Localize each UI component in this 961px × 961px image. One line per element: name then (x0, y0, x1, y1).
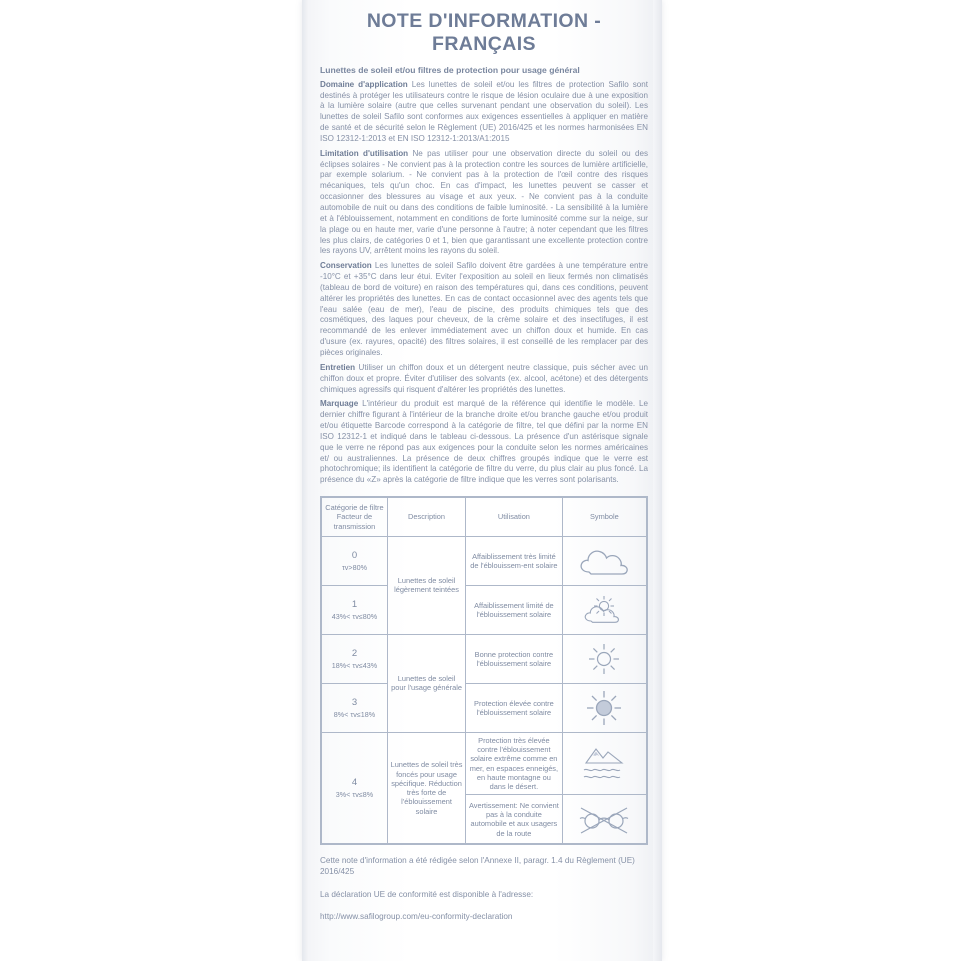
table-row (322, 634, 647, 683)
conformity-declaration-url[interactable]: http://www.safilogroup.com/eu-conformity-declaration (320, 911, 513, 921)
filter-category-table (321, 497, 647, 844)
section-conservation (320, 261, 648, 359)
section-text-limitation: Ne pas utiliser pour une observation directe du soleil ou des éclipses solaires - Ne convient pas à la protection contre les sources de lumière artificielle, par exemple solarium. - Ne convient pas à la protection de l'œil contre des risques mécaniques, tels qu'un choc. En cas d'impact, les lunettes peuvent se casser et occasionner des blessures au visage et aux yeux. - Ne convient pas à la conduite automobile de nuit ou dans des conditions de faible luminosité. - La sensibilité à la lumière et à l'éblouissement, notamment en conditions de forte luminosité comme sur la neige, sur la plage ou en haute mer, varie d'une personne à l'autre; à noter cependant que les filtres les plus clairs, de catégories 0 et 1, bien que garantissant une excellente protection contre les rayons UV, arrêtent moins les rayons du soleil. (320, 148, 648, 256)
category-number-3: 3 (351, 696, 358, 708)
section-heading-marquage: Marquage (320, 399, 359, 409)
category-number-0: 0 (351, 549, 358, 561)
header-category-line1: Catégorie de filtre (325, 503, 384, 513)
mountain-sea-icon (565, 743, 644, 785)
filter-category-table-wrapper (320, 496, 648, 845)
cell-symbol-3 (562, 683, 646, 732)
header-category-line2: Facteur de transmission (333, 512, 376, 531)
header-cell-category (322, 498, 388, 537)
category-transmission-0: τv>80% (341, 562, 367, 572)
cell-symbol-5 (562, 795, 646, 844)
table-row (322, 732, 647, 795)
cell-utilisation-1: Affaiblissement limité de l'éblouissement solaire (466, 585, 563, 634)
cell-description-2: Lunettes de soleil pour l'usage générale (387, 634, 465, 732)
page-title: NOTE D'INFORMATION - FRANÇAIS (366, 10, 602, 55)
lead-paragraph: Lunettes de soleil et/ou filtres de protection pour usage général (320, 65, 580, 75)
section-text-conservation: Les lunettes de soleil Safilo doivent être gardées à une température entre -10°C et +35°C dans leur étui. Eviter l'exposition au soleil en lieux fermés non climatisés (tableau de bord de voiture) en raison des températures qui, dans ces conditions, peuvent altérer les propriétés des lunettes. En cas de contact occasionnel avec des agents tels que l'eau salée (eau de mer), l'eau de piscine, des produits chimiques tels que des cosmétiques, des laques pour cheveux, de la crème solaire et des insectifuges, il est recommandé de les enlever immédiatement avec un chiffon doux et humide. En cas d'usure (ex. rayures, opacité) des filtres solaires, il est conseillé de les remplacer par des pièces originales. (320, 261, 649, 357)
header-cell-symbole: Symbole (562, 498, 646, 537)
cell-utilisation-0: Affaiblissement très limité de l'éblouissem-ent solaire (466, 536, 563, 585)
paper-leaflet (302, 0, 662, 961)
header-cell-description: Description (387, 498, 465, 537)
sun-behind-cloud-icon (565, 593, 644, 627)
table-row (322, 683, 647, 732)
category-number-2: 2 (351, 647, 358, 659)
cell-category-2 (322, 634, 388, 683)
cell-description-0: Lunettes de soleil légèrement teintées (387, 536, 465, 634)
category-transmission-1: 43%< τv≤80% (331, 611, 378, 621)
category-transmission-4: 3%< τv≤8% (335, 790, 374, 800)
cell-symbol-2 (562, 634, 646, 683)
section-limitation-utilisation (320, 149, 648, 257)
section-heading-domaine: Domaine d'application (320, 79, 408, 89)
no-driving-icon (565, 802, 644, 836)
section-heading-entretien: Entretien (320, 362, 356, 372)
cell-category-3 (322, 683, 388, 732)
cell-category-1 (322, 585, 388, 634)
section-text-domaine: Les lunettes de soleil et/ou les filtres de protection Safilo sont destinés à protéger les utilisateurs contre le risque de lésion oculaire due à une exposition à la lumière solaire (autre que celles survenant pendant une observation du soleil). Les lunettes de soleil Safilo sont conformes aux exigences essentielles à appliquer en matière de santé et de sécurité selon le Règlement (UE) 2016/425 et les normes harmonisées EN ISO 12312-1:2013 et EN ISO 12312-1:2013/A1:2015 (320, 79, 649, 143)
section-text-entretien: Utiliser un chiffon doux et un détergent neutre classique, puis sécher avec un chiffon doux et propre. Éviter d'utiliser des solvants (ex. alcool, acétone) et des détergents chimiques agressifs qui risquent d'altérer les propriétés des lunettes. (320, 362, 649, 394)
cloud-icon (565, 546, 644, 576)
section-heading-limitation: Limitation d'utilisation (320, 148, 409, 158)
section-marquage (320, 399, 648, 486)
cell-symbol-0 (562, 536, 646, 585)
cell-utilisation-4: Protection très élevée contre l'éblouissement solaire extrême comme en mer, en espaces enneigés, en haute montagne ou dans le désert. (466, 732, 563, 795)
category-transmission-3: 8%< τv≤18% (333, 709, 376, 719)
section-domaine-application (320, 80, 648, 145)
cell-utilisation-2: Bonne protection contre l'éblouissement solaire (466, 634, 563, 683)
leaflet-content (320, 8, 648, 922)
table-header-row (322, 498, 647, 537)
cell-description-4: Lunettes de soleil très foncés pour usage spécifique. Réduction très forte de l'éblouissement solaire (387, 732, 465, 844)
category-number-1: 1 (351, 598, 358, 610)
footer-note-declaration: La déclaration UE de conformité est disponible à l'adresse: (320, 890, 534, 900)
table-row (322, 536, 647, 585)
sun-icon (565, 640, 644, 678)
cell-utilisation-5: Avertissement: Ne convient pas à la conduite automobile et aux usagers de la route (466, 795, 563, 844)
category-number-4: 4 (351, 777, 358, 789)
section-text-marquage: L'intérieur du produit est marqué de la référence qui identifie le modèle. Le dernier chiffre figurant à l'intérieur de la branche droite et/ou branche gauche et/ou produit et/ou étiquette Barcode correspond à la catégorie de filtre, tel que défini par la norme EN ISO 12312-1 et indiqué dans le tableau ci-dessous. La présence d'un astérisque signale que le verre ne répond pas aux exigences pour la conduite selon les normes américaines et/ ou australiennes. La présence de deux chiffres groupés indique que le verre est photochromique; ils identifient la catégorie de filtre du verre, du plus clair au plus foncé. La présence du «Z» après la catégorie de filtre indique que les verres sont polarisants. (320, 399, 649, 485)
cell-symbol-4 (562, 732, 646, 795)
cell-symbol-1 (562, 585, 646, 634)
section-heading-conservation: Conservation (320, 261, 372, 271)
section-entretien (320, 363, 648, 396)
table-row (322, 585, 647, 634)
cell-category-4 (322, 732, 388, 844)
cell-utilisation-3: Protection élevée contre l'éblouissement solaire (466, 683, 563, 732)
category-transmission-2: 18%< τv≤43% (331, 660, 378, 670)
footer-note-regulation: Cette note d'information a été rédigée selon l'Annexe II, paragr. 1.4 du Règlement (UE) 2016/425 (320, 856, 635, 877)
header-cell-utilisation: Utilisation (466, 498, 563, 537)
bright-sun-icon (565, 688, 644, 728)
cell-category-0 (322, 536, 388, 585)
